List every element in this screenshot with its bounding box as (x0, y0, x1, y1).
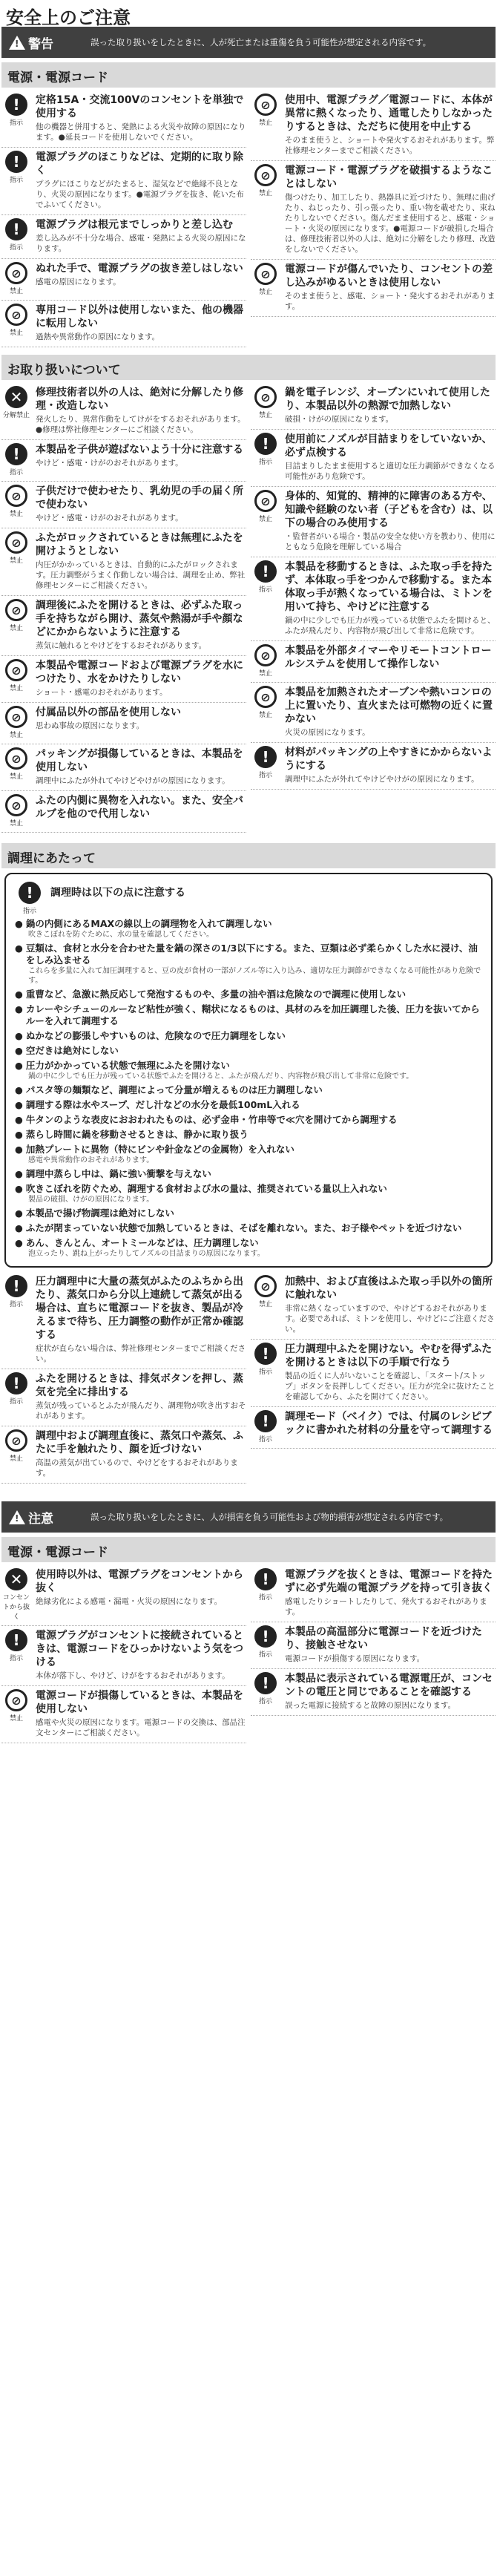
bullet-heading: 空だきは絶対にしない (25, 1045, 119, 1056)
cooking-bullet (15, 1222, 482, 1234)
item-body: やけど・感電・けがのおそれがあります。 (36, 459, 183, 468)
bullet-heading: 蒸らし時間に鍋を移動させるときは、静かに取り扱う (25, 1129, 249, 1140)
safety-item (251, 487, 496, 557)
bullet-heading: 加熱プレートに異物（特にビンや針金などの金属物）を入れない (25, 1144, 294, 1155)
bullet-dot-icon: ● (15, 1222, 23, 1233)
icon-label: 指示 (258, 1698, 272, 1705)
instruction-icon: ! (254, 1625, 277, 1648)
item-heading: 電源コードが損傷しているときは、本製品を使用しない (36, 1690, 243, 1715)
safety-item (1, 383, 246, 440)
bullet-body: 吹きこぼれを防ぐために、水の量を確認してください。 (28, 931, 214, 939)
cooking-bullet (15, 1060, 482, 1081)
prohibited-icon: ⊘ (254, 644, 277, 666)
instruction-icon: ! (254, 1672, 277, 1694)
caution-triangle-icon: ! (9, 1510, 25, 1524)
no-disassembly-icon: ✕ (5, 386, 27, 408)
prohibited-icon: ⊘ (5, 659, 27, 681)
icon-label: 指示 (9, 1655, 23, 1662)
icon-label: 禁止 (9, 1455, 23, 1463)
prohibited-icon: ⊘ (254, 1275, 277, 1297)
bullet-dot-icon: ● (15, 1129, 23, 1140)
bullet-body: 泡立ったり、跳ね上がったりしてノズルの目詰まりの原因になります。 (28, 1250, 265, 1258)
cooking-bullet (15, 1237, 482, 1259)
item-body: そのまま使うと、ショートや発火するおそれがあります。弊社修理センターまでご相談ください。 (285, 136, 495, 155)
item-heading: 本製品を加熱されたオーブンや熱いコンロの上に置いたり、直火または可燃物の近くに置かない (285, 686, 493, 725)
icon-label: 指示 (9, 244, 23, 252)
safety-item (251, 1272, 496, 1340)
bullet-body: これらを多量に入れて加圧調理すると、豆の皮が食材の一部がノズル等に入り込み、適切な圧力調節ができなくなる可能性があり危険です。 (28, 967, 481, 985)
safety-item (251, 1622, 496, 1669)
item-body: 本体が落下し、やけど、けがをするおそれがあります。 (36, 1671, 230, 1680)
item-column (251, 1565, 496, 1743)
item-body: プラグにほこりなどがたまると、湿気などで絶縁不良となり、火災の原因になります。●電源プラグを抜き、乾いた布でふいてください。 (36, 180, 244, 209)
safety-item (1, 791, 246, 833)
safety-item (1, 1369, 246, 1426)
item-column (1, 1272, 246, 1484)
safety-item (1, 703, 246, 744)
bullet-dot-icon: ● (15, 989, 23, 1000)
cooking-bullet (15, 918, 482, 940)
instruction-icon: ! (254, 1343, 277, 1365)
safety-item (1, 482, 246, 528)
prohibited-icon: ⊘ (5, 1429, 27, 1452)
icon-label: 禁止 (258, 670, 272, 678)
section-heading: 電源・電源コード (1, 62, 496, 88)
item-heading: 子供だけで使わせたり、乳幼児の手の届く所で使わない (36, 485, 243, 511)
item-heading: 身体的、知覚的、精神的に障害のある方や、知識や経験のない者（子どもを含む）は、以下の場合のみ使用する (285, 491, 493, 529)
instruction-icon: ! (5, 1275, 27, 1297)
safety-item (1, 1565, 246, 1626)
icon-label: 禁止 (9, 625, 23, 632)
bullet-dot-icon: ● (15, 1144, 23, 1155)
section-grid (0, 91, 497, 347)
icon-label: 禁止 (9, 685, 23, 692)
item-body: 思わぬ事故の原因になります。 (36, 721, 145, 730)
bullet-heading: 牛タンのような表皮におおわれたものは、必ず金串・竹串等で≪穴を開けてから調理する (25, 1114, 398, 1125)
icon-label: 禁止 (258, 1301, 272, 1308)
bullet-heading: 豆類は、食材と水分を合わせた量を鍋の深さの1/3以下にする。また、豆類は必ず柔らかくした水に浸け、油をしみ込ませる (25, 943, 478, 966)
icon-label: 禁止 (258, 289, 272, 296)
item-heading: 電源コードが傷んでいたり、コンセントの差し込みがゆるいときは使用しない (285, 263, 493, 289)
icon-label: 禁止 (9, 511, 23, 518)
safety-item (1, 1272, 246, 1369)
bullet-dot-icon: ● (15, 943, 23, 954)
item-heading: 調理モード（ベイク）では、付属のレシピブックに書かれた材料の分量を守って調理する (285, 1411, 493, 1436)
prohibited-icon: ⊘ (5, 1689, 27, 1711)
prohibited-icon: ⊘ (254, 94, 277, 116)
icon-label: 指示 (9, 177, 23, 184)
bullet-heading: あん、きんとん、オートミールなどは、圧力調理しない (25, 1237, 259, 1248)
item-body: 他の機器と併用すると、発熱による火災や故障の原因になります。●延長コードを使用しないでください。 (36, 122, 246, 142)
icon-label: 指示 (9, 119, 23, 127)
item-heading: パッキングが損傷しているときは、本製品を使用しない (36, 748, 243, 773)
item-heading: 電源プラグを抜くときは、電源コードを持たずに必ず先端の電源プラグを持って引き抜く (285, 1569, 493, 1594)
safety-item (1, 528, 246, 596)
item-body: 傷つけたり、加工したり、熱器具に近づけたり、無理に曲げたり、ねじったり、引っ張ったり、重い物を載せたり、束ねたりしないでください。傷んだまま使用すると、感電・ショート・火災の原因になります。●電源コードが破損した場合は、修理技術者以外の人は、絶対に分解をしたり修理、改造をしないでください。 (285, 193, 496, 254)
instruction-icon: ! (254, 746, 277, 768)
item-body: 電源コードが損傷する原因になります。 (285, 1654, 425, 1663)
icon-label: 禁止 (9, 820, 23, 827)
item-body: 感電したりショートしたりして、発火するおそれがあります。 (285, 1597, 487, 1616)
item-heading: 鍋を電子レンジ、オーブンにいれて使用したり、本製品以外の熱源で加熱しない (285, 387, 490, 412)
bullet-body: 製品の破損、けがの原因になります。 (28, 1196, 154, 1204)
safety-item (251, 1340, 496, 1407)
icon-label: 指示 (258, 1436, 272, 1443)
icon-label: 禁止 (9, 732, 23, 739)
instruction-icon: ! (254, 433, 277, 455)
cooking-bullet (15, 1129, 482, 1141)
prohibited-icon: ⊘ (254, 263, 277, 285)
safety-item (1, 215, 246, 259)
safety-item (1, 1686, 246, 1743)
bullet-heading: 調理中蒸らし中は、鍋に強い衝撃を与えない (25, 1168, 211, 1179)
item-body: やけど・感電・けがのおそれがあります。 (36, 514, 183, 522)
safety-item (1, 259, 246, 301)
bullet-dot-icon: ● (15, 1207, 23, 1219)
warning-triangle-icon: ! (9, 36, 25, 50)
caution-banner (1, 1501, 496, 1533)
safety-item (251, 1565, 496, 1622)
section-grid (0, 1565, 497, 1743)
safety-item (1, 440, 246, 482)
page-title: 安全上のご注意 (6, 7, 131, 28)
prohibited-icon: ⊘ (254, 164, 277, 186)
caution-text: 誤った取り扱いをしたときに、人が損害を負う可能性および物的損害が想定される内容です。 (90, 1511, 449, 1522)
bullet-heading: 重曹など、急激に熱反応して発泡するものや、多量の油や酒は危険なので調理に使用しない (25, 989, 407, 1000)
icon-label: 禁止 (258, 119, 272, 127)
bullet-dot-icon: ● (15, 1060, 23, 1071)
item-heading: 本製品を子供が遊ばないよう十分に注意する (36, 444, 243, 456)
icon-label: コンセントから抜く (2, 1594, 30, 1621)
safety-item (251, 743, 496, 790)
bullet-dot-icon: ● (15, 1099, 23, 1110)
cooking-bullet (15, 1003, 482, 1027)
safety-item (251, 161, 496, 260)
icon-label: 分解禁止 (2, 412, 30, 419)
icon-label: 指示 (258, 1369, 272, 1376)
item-body: 調理中にふたが外れてやけどやけがの原因になります。 (285, 775, 479, 784)
safety-item (251, 91, 496, 161)
icon-label: 禁止 (258, 412, 272, 419)
prohibited-icon: ⊘ (5, 599, 27, 621)
item-heading: 圧力調理中ふたを開けない。やむを得ずふたを開けるときは以下の手順で行なう (285, 1343, 493, 1369)
item-column (251, 383, 496, 833)
icon-label: 禁止 (258, 516, 272, 523)
safety-item (1, 1626, 246, 1686)
item-heading: 本製品の高温部分に電源コードを近づけたり、接触させない (285, 1626, 482, 1651)
item-body: 蒸気に触れるとやけどをするおそれがあります。 (36, 641, 207, 650)
item-column (251, 1272, 496, 1484)
warning-text: 誤った取り扱いをしたときに、人が死亡または重傷を負う可能性が想定される内容です。 (90, 36, 432, 47)
bullet-dot-icon: ● (15, 1237, 23, 1248)
instruction-icon: ! (254, 1410, 277, 1432)
bullet-body: 感電や異常動作のおそれがあります。 (28, 1156, 154, 1164)
cooking-bullet (15, 1207, 482, 1219)
item-body: 破損・けがの原因になります。 (285, 415, 394, 424)
item-body: 誤った電源に接続すると故障の原因になります。 (285, 1701, 456, 1710)
safety-item (251, 260, 496, 317)
item-body: 過熱や異常動作の原因になります。 (36, 332, 160, 341)
safety-item (1, 148, 246, 215)
icon-label: 禁止 (9, 330, 23, 337)
bullet-dot-icon: ● (15, 1168, 23, 1179)
icon-label: 禁止 (9, 288, 23, 295)
prohibited-icon: ⊘ (5, 531, 27, 554)
instruction-icon: ! (19, 882, 41, 904)
safety-item (1, 301, 246, 347)
item-heading: 本製品を移動するときは、ふた取っ手を持たず、本体取っ手をつかんで移動する。また本体取っ手が熱くなっている場合は、ミトンを用いて持ち、やけどに注意する (285, 561, 493, 613)
cooking-intro: 調理時は以下の点に注意する (50, 887, 185, 899)
prohibited-icon: ⊘ (5, 747, 27, 770)
instruction-icon: ! (254, 560, 277, 583)
bullet-heading: 本製品で揚げ物調理は絶対にしない (25, 1207, 174, 1219)
warning-banner (1, 27, 496, 58)
icon-label: 禁止 (9, 773, 23, 781)
bullet-dot-icon: ● (15, 1030, 23, 1041)
icon-label: 指示 (9, 1398, 23, 1406)
bullet-heading: カレーやシチューのルーなど粘性が強く、糊状になるものは、具材のみを加圧調理した後、圧力を抜いてからルーを入れて調理する (25, 1003, 480, 1026)
prohibited-icon: ⊘ (254, 490, 277, 512)
instruction-icon: ! (254, 1568, 277, 1590)
cooking-bullet (15, 1084, 482, 1096)
item-heading: 材料がパッキングの上やすきにかからないようにする (285, 747, 493, 772)
icon-label: 指示 (258, 1651, 272, 1659)
item-heading: 使用前にノズルが目詰まりをしていないか、必ず点検する (285, 433, 493, 459)
prohibited-icon: ⊘ (5, 485, 27, 507)
bullet-dot-icon: ● (15, 1003, 23, 1015)
item-heading: 調理中および調理直後に、蒸気口や蒸気、ふたに手を触れたり、顔を近づけない (36, 1430, 243, 1455)
cooking-bullet (15, 1030, 482, 1042)
safety-item (1, 91, 246, 148)
item-heading: ふたを開けるときは、排気ボタンを押し、蒸気を完全に排出する (36, 1373, 243, 1398)
caution-label: 注意 (28, 1511, 53, 1527)
item-heading: 使用中、電源プラグ／電源コードに、本体が異常に熱くなったり、通電したりしなかったりするときは、ただちに使用を中止する (285, 94, 493, 133)
item-heading: 本製品や電源コードおよび電源プラグを水につけたり、水をかけたりしない (36, 660, 243, 685)
bullet-heading: パスタ等の麺類など、調理によって分量が増えるものは圧力調理しない (25, 1084, 323, 1095)
icon-label: 禁止 (258, 190, 272, 197)
safety-item (251, 1669, 496, 1716)
section-grid (0, 383, 497, 833)
warning-label: 警告 (28, 36, 53, 52)
cooking-bullet (15, 989, 482, 1000)
safety-item (251, 683, 496, 743)
item-heading: 圧力調理中に大量の蒸気がふたのふちから出たり、蒸気口から分以上連続して蒸気が出る場合は、直ちに電源コードを抜き、製品が冷えるまで待ち、圧力調整の動作が正常か確認する (36, 1276, 243, 1341)
item-column (1, 383, 246, 833)
section-heading: 調理にあたって (1, 843, 496, 868)
instruction-icon: ! (5, 443, 27, 465)
item-column (1, 91, 246, 347)
safety-item (1, 596, 246, 656)
item-heading: ふたがロックされているときは無理にふたを開けようとしない (36, 532, 243, 557)
item-body: 差し込みが不十分な場合、感電・発熱による火災の原因になります。 (36, 234, 246, 253)
icon-label: 指示 (9, 469, 23, 476)
instruction-icon: ! (5, 1372, 27, 1394)
cooking-bullet (15, 1144, 482, 1165)
item-heading: 電源プラグのほこりなどは、定期的に取り除く (36, 151, 243, 177)
item-heading: ふたの内側に異物を入れない。また、安全バルブを他ので代用しない (36, 795, 243, 820)
icon-label: 指示 (258, 772, 272, 779)
item-heading: 修理技術者以外の人は、絶対に分解したり修理・改造しない (36, 387, 243, 412)
item-heading: 付属品以外の部品を使用しない (36, 707, 181, 718)
unplug-icon: ✕ (5, 1568, 27, 1590)
icon-label: 指示 (258, 1594, 272, 1602)
item-column (251, 91, 496, 347)
section-heading: 電源・電源コード (1, 1537, 496, 1562)
safety-item (251, 1407, 496, 1449)
prohibited-icon: ⊘ (254, 686, 277, 708)
bullet-heading: 圧力がかかっている状態で無理にふたを開けない (25, 1060, 230, 1071)
cooking-bullets (15, 918, 482, 1259)
item-heading: 電源プラグは根元までしっかりと差し込む (36, 219, 233, 231)
item-body: そのまま使うと、感電、ショート・発火するおそれがあります。 (285, 292, 496, 311)
prohibited-icon: ⊘ (5, 304, 27, 326)
bullet-body: 鍋の中に少しでも圧力が残っている状態でふたを開けると、ふたが飛んだり、内容物が飛び出して非常に危険です。 (28, 1072, 414, 1081)
prohibited-icon: ⊘ (5, 794, 27, 816)
instruction-icon: ! (5, 151, 27, 173)
cooking-bullet (15, 1045, 482, 1057)
bullet-dot-icon: ● (15, 1045, 23, 1056)
item-heading: 使用時以外は、電源プラグをコンセントから抜く (36, 1569, 243, 1594)
safety-item (1, 1426, 246, 1484)
safety-item (251, 383, 496, 430)
bullet-dot-icon: ● (15, 1114, 23, 1125)
section-heading: お取り扱いについて (1, 355, 496, 380)
safety-item (1, 656, 246, 703)
cooking-bullet (15, 943, 482, 986)
bullet-heading: 調理する際は水やスープ、だし汁などの水分を最低100mL入れる (25, 1099, 300, 1110)
bullet-dot-icon: ● (15, 918, 23, 929)
item-body: 火災の原因になります。 (285, 728, 370, 737)
item-column (1, 1565, 246, 1743)
item-body: 症状が直らない場合は、弊社修理センターまでご相談ください。 (36, 1344, 246, 1363)
bullet-heading: ぬかなどの膨張しやすいものは、危険なので圧力調理をしない (25, 1030, 286, 1041)
icon-label: 禁止 (9, 1715, 23, 1723)
icon-label: 禁止 (258, 712, 272, 719)
icon-label: 禁止 (9, 557, 23, 565)
item-heading: 電源プラグがコンセントに接続されているときは、電源コードをひっかけないよう気をつける (36, 1630, 243, 1668)
item-body: 目詰まりしたまま使用すると適切な圧力調節ができなくなる可能性があり危険です。 (285, 462, 496, 481)
item-body: 非常に熱くなっていますので、やけどするおそれがあります。必要であれば、ミトンを使用し、やけどにご注意ください。 (285, 1304, 495, 1334)
safety-item (251, 430, 496, 487)
item-heading: 定格15A・交流100Vのコンセントを単独で使用する (36, 94, 244, 119)
prohibited-icon: ⊘ (5, 706, 27, 728)
bullet-heading: 吹きこぼれを防ぐため、調理する食材および水の量は、推奨されている量以上入れない (25, 1183, 387, 1194)
bullet-heading: 鍋の内側にあるMAXの線以上の調理物を入れて調理しない (25, 918, 272, 929)
item-body: 絶縁劣化による感電・漏電・火災の原因になります。 (36, 1597, 223, 1606)
item-body: 鍋の中に少しでも圧力が残っている状態でふたを開けると、ふたが飛んだり、内容物が飛び出して非常に危険です。 (285, 616, 496, 635)
item-heading: 本製品を外部タイマーやリモートコントロールシステムを使用して操作しない (285, 645, 492, 670)
item-heading: 加熱中、および直後はふた取っ手以外の箇所に触れない (285, 1276, 493, 1301)
item-body: 感電や火災の原因になります。電源コードの交換は、部品注文センターにご相談ください。 (36, 1718, 246, 1737)
item-heading: 専用コード以外は使用しないまた、他の機器に転用しない (36, 304, 243, 330)
item-body: 製品の近くに人がいないことを確認し、「スタート/ストップ」ボタンを長押ししてください。圧力が完全に抜けたことを確認してから、ふたを開けてください。 (285, 1371, 496, 1401)
item-heading: 調理後にふたを開けるときは、必ずふた取っ手を持ちながら開け、蒸気や熱湯が手や顔などにかからないように注意する (36, 600, 243, 638)
item-heading: ぬれた手で、電源プラグの抜き差しはしない (36, 263, 243, 275)
cooking-bullet (15, 1183, 482, 1205)
item-body: 高温の蒸気が出ているので、やけどをするおそれがあります。 (36, 1458, 238, 1478)
icon-label: 指示 (9, 1301, 23, 1308)
icon-label: 指示 (258, 459, 272, 466)
item-body: ・監督者がいる場合・製品の安全な使い方を教わり、使用にともなう危険を理解している場合 (285, 532, 496, 551)
safety-item (1, 744, 246, 791)
item-body: ショート・感電のおそれがあります。 (36, 688, 168, 697)
bullet-dot-icon: ● (15, 1084, 23, 1095)
bullet-dot-icon: ● (15, 1183, 23, 1194)
item-body: 感電の原因になります。 (36, 278, 121, 286)
item-body: 調理中にふたが外れてやけどやけがの原因になります。 (36, 776, 230, 785)
cooking-bullet (15, 1114, 482, 1126)
instruction-icon: ! (5, 1629, 27, 1651)
item-body: 内圧がかかっているときは、自動的にふたがロックされます。圧力調整がうまく作動しない場合は、調理を止め、弊社修理センターにご相談ください。 (36, 560, 246, 590)
safety-item (251, 557, 496, 641)
item-heading: 電源コード・電源プラグを破損するようなことはしない (285, 165, 493, 190)
cooking-bullet (15, 1168, 482, 1180)
prohibited-icon: ⊘ (5, 262, 27, 284)
safety-item (251, 641, 496, 683)
bullet-heading: ふたが閉まっていない状態で加熱しているときは、そばを離れない。また、お子様やペットを近づけない (25, 1222, 462, 1233)
cooking-notes-box: ! 指示 調理時は以下の点に注意する ● 鍋の内側にあるMAXの線以上の調理物を入れて調理しない 吹きこぼれを防ぐために、水の量を確認してください。 ● 豆類は、食材と水分を合わせた量を鍋の深さの1/3以下にする。また、豆類は必ず柔らかくした水に浸け、油をしみ込ませる これらを多量に入れて加圧調理すると、豆の皮が食材の一部がノズル等に入り込み、適切な圧力調節ができなくなる可能性があり危険です。 ● 重曹など、急激に熱反応して発泡するものや、多量の油や酒は危険なので調理に使用しない ● カレーやシチューのルーなど粘性が強く、糊状になるものは、具材のみを加圧調理した後、圧力を抜いてからルーを入れて調理する ● ぬかなどの膨張しやすいものは、危険なので圧力調理をしない ● 空だきは絶対にしない ● 圧力がかかっている状態で無理にふたを開けない 鍋の中に少しでも圧力が残っている状態でふたを開けると、ふたが飛んだり、内容物が飛び出して非常に危険です。 ● パスタ等の麺類など、調理によって分量が増えるものは圧力調理しない ● 調理する際は水やスープ、だし汁などの水分を最低100mL入れる ● 牛タンのような表皮におおわれたものは、必ず金串・竹串等で≪穴を開けてから調理する ● 蒸らし時間に鍋を移動させるときは、静かに取り扱う ● 加熱プレートに異物（特にビンや針金などの金属物）を入れない 感電や異常動作のおそれがあります。 ● 調理中蒸らし中は、鍋に強い衝撃を与えない ● 吹きこぼれを防ぐため、調理する食材および水の量は、推奨されている量以上入れない 製品の破損、けがの原因になります。 ● 本製品で揚げ物調理は絶対にしない ● ふたが閉まっていない状態で加熱しているときは、そばを離れない。また、お子様やペットを近づけない ● あん、きんとん、オートミールなどは、圧力調理しない 泡立ったり、跳ね上がったりしてノズルの目詰まりの原因になります。 (4, 873, 493, 1268)
item-body: 発火したり、異常作動をしてけがをするおそれがあります。●修理は弊社修理センターにご相談ください。 (36, 415, 246, 434)
icon-label: 指示 (258, 586, 272, 594)
instruction-icon: ! (5, 218, 27, 240)
section-grid (0, 1272, 497, 1484)
instruction-icon: ! (5, 94, 27, 116)
prohibited-icon: ⊘ (254, 386, 277, 408)
item-heading: 本製品に表示されている電源電圧が、コンセントの電圧と同じであることを確認する (285, 1673, 493, 1698)
cooking-bullet (15, 1099, 482, 1111)
item-body: 蒸気が残っているとふたが飛んだり、調理物が吹き出すおそれがあります。 (36, 1401, 246, 1420)
